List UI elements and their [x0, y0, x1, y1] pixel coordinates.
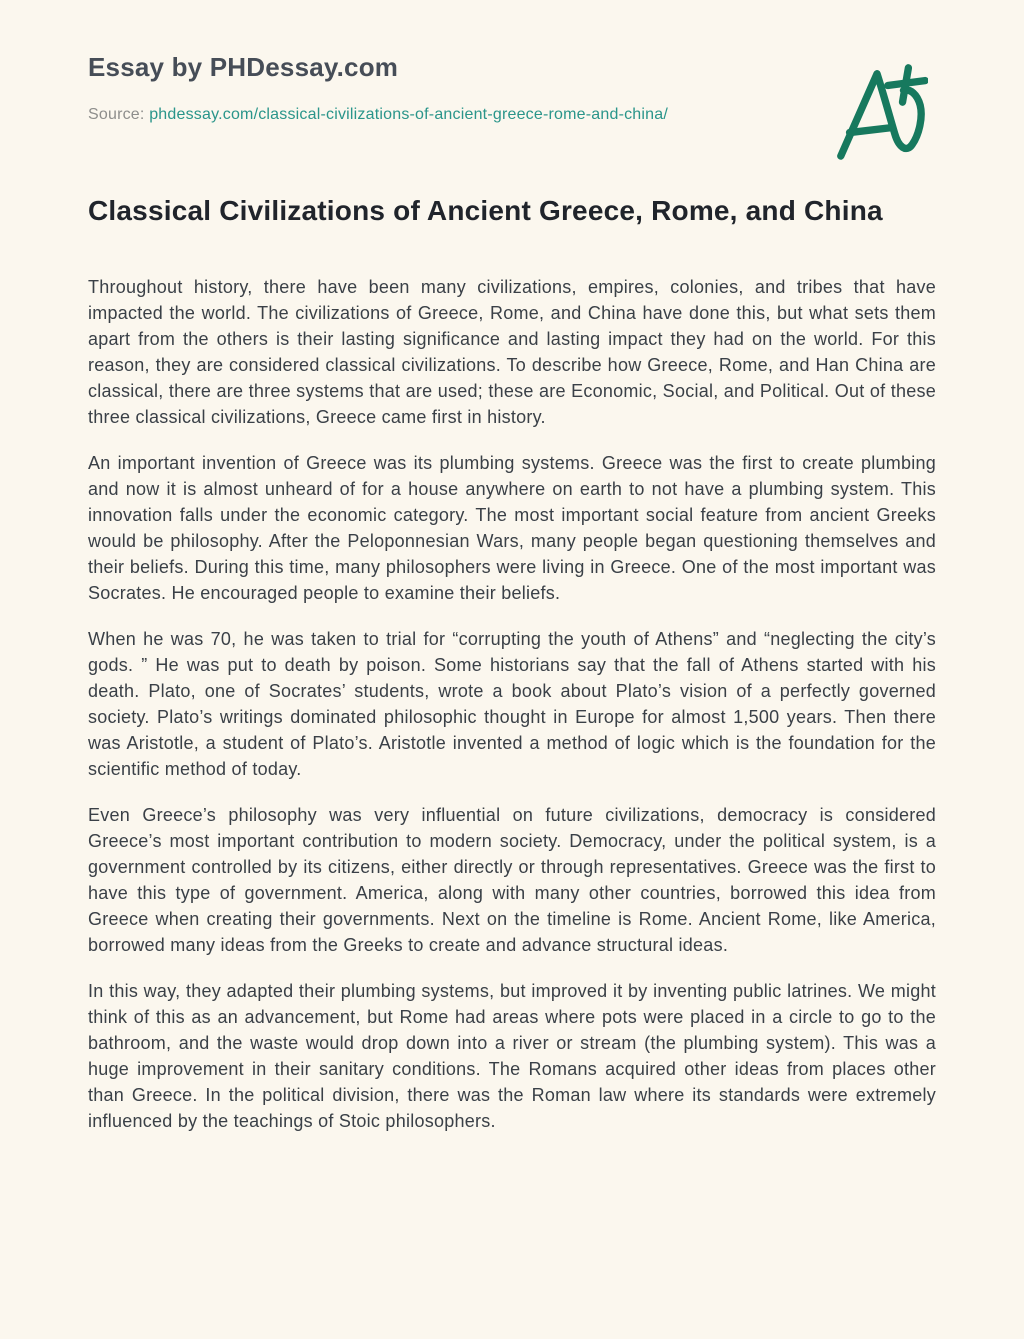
source-line: [88, 106, 936, 124]
essay-body: [88, 274, 936, 1134]
a-plus-logo-icon: [830, 60, 928, 160]
paragraph-1: Throughout history, there have been many civilizations, empires, colonies, and tribes that have impacted the world. The civilizations of Greece, Rome, and China have done this, but what sets them apart from the others is their lasting significance and lasting impact they had on the world. For this reason, they are considered classical civilizations. To describe how Greece, Rome, and Han China are classical, there are three systems that are used; these are Economic, Social, and Political. Out of these three classical civilizations, Greece came first in history.: [88, 277, 936, 427]
paragraph-2: An important invention of Greece was its plumbing systems. Greece was the first to create plumbing and now it is almost unheard of for a house anywhere on earth to not have a plumbing system. This innovation falls under the economic category. The most important social feature from ancient Greeks would be philosophy. After the Peloponnesian Wars, many people began questioning themselves and their beliefs. During this time, many philosophers were living in Greece. One of the most important was Socrates. He encouraged people to examine their beliefs.: [88, 453, 936, 603]
page-header: [88, 52, 936, 124]
source-label: Source:: [88, 106, 145, 123]
paragraph-5: In this way, they adapted their plumbing systems, but improved it by inventing public latrines. We might think of this as an advancement, but Rome had areas where pots were placed in a circle to go to the bathroom, and the waste would drop down into a river or stream (the plumbing system). This was a huge improvement in their sanitary conditions. The Romans acquired other ideas from places other than Greece. In the political division, there was the Roman law where its standards were extremely influenced by the teachings of Stoic philosophers.: [88, 981, 936, 1131]
essay-title: Classical Civilizations of Ancient Greece, Rome, and China: [88, 195, 883, 226]
paragraph-3: When he was 70, he was taken to trial for “corrupting the youth of Athens” and “neglecting the city’s gods. ” He was put to death by poison. Some historians say that the fall of Athens started with his death. Plato, one of Socrates’ students, wrote a book about Plato’s vision of a perfectly governed society. Plato’s writings dominated philosophic thought in Europe for almost 1,500 years. Then there was Aristotle, a student of Plato’s. Aristotle invented a method of logic which is the foundation for the scientific method of today.: [88, 629, 936, 779]
paragraph-4: Even Greece’s philosophy was very influential on future civilizations, democracy is considered Greece’s most important contribution to modern society. Democracy, under the political system, is a government controlled by its citizens, either directly or through representatives. Greece was the first to have this type of government. America, along with many other countries, borrowed this idea from Greece when creating their governments. Next on the timeline is Rome. Ancient Rome, like America, borrowed many ideas from the Greeks to create and advance structural ideas.: [88, 805, 936, 955]
site-header-title: Essay by PHDessay.com: [88, 52, 399, 82]
source-url-link[interactable]: phdessay.com/classical-civilizations-of-ancient-greece-rome-and-china/: [149, 106, 668, 123]
